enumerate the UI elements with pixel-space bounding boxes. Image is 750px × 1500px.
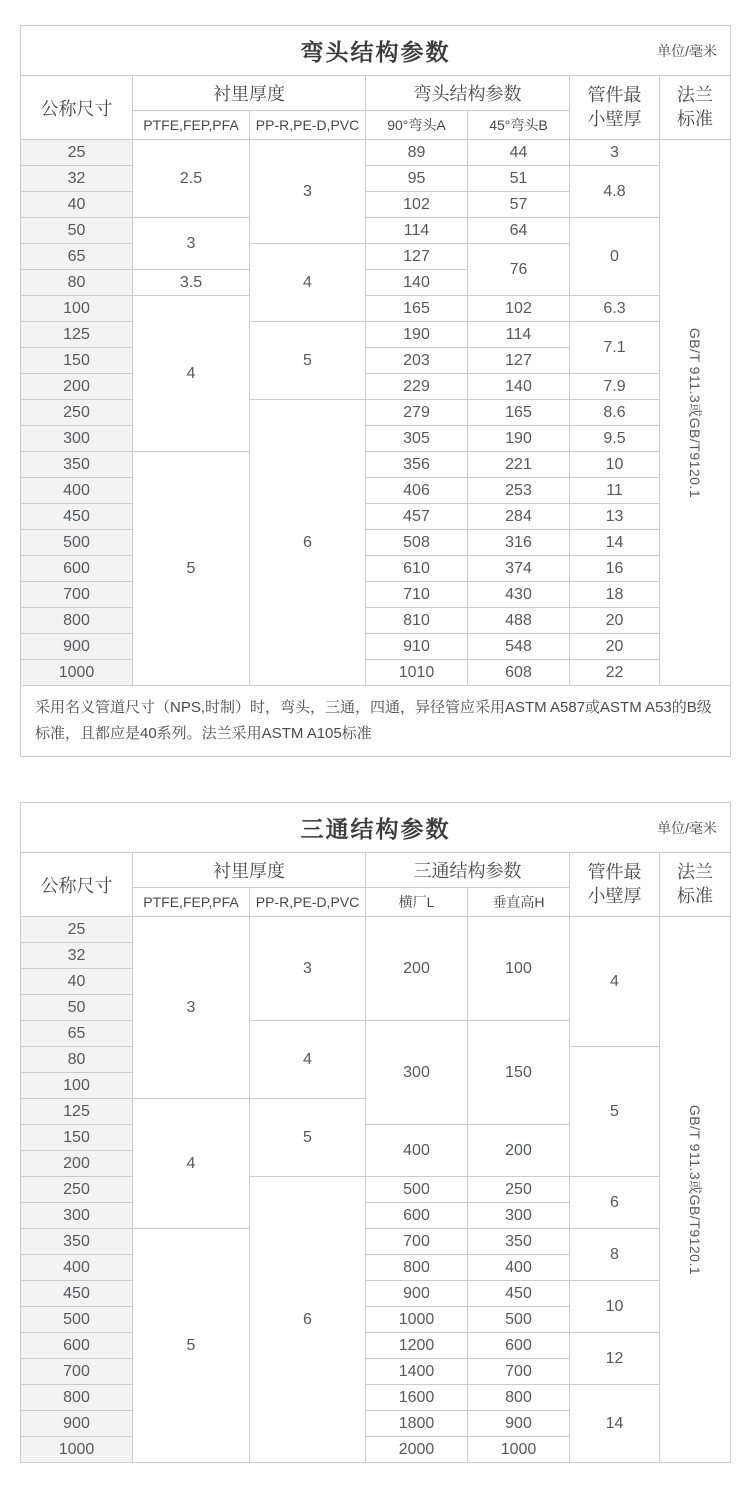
size-cell: 600 (21, 556, 133, 582)
size-cell: 100 (21, 296, 133, 322)
header-row-1 (21, 853, 731, 888)
ptfe-thickness-cell: 4 (133, 296, 250, 452)
header-param-b: 45°弯头B (468, 111, 570, 140)
param-a-cell: 400 (366, 1125, 468, 1177)
size-cell: 65 (21, 244, 133, 270)
size-cell: 600 (21, 1333, 133, 1359)
ppr-thickness-cell: 6 (250, 1177, 366, 1463)
param-a-cell: 1600 (366, 1385, 468, 1411)
header-flange-standard (660, 76, 731, 140)
header-lining-thickness: 衬里厚度 (133, 853, 366, 888)
param-a-cell: 710 (366, 582, 468, 608)
param-a-cell: 300 (366, 1021, 468, 1125)
ppr-thickness-cell: 4 (250, 244, 366, 322)
min-wall-cell: 3 (570, 140, 660, 166)
flange-standard-vertical-text: GB/T 911.3或GB/T9120.1 (687, 1104, 704, 1275)
title-row (21, 803, 731, 853)
param-b-cell: 608 (468, 660, 570, 686)
size-cell: 32 (21, 166, 133, 192)
min-wall-cell: 12 (570, 1333, 660, 1385)
size-cell: 900 (21, 634, 133, 660)
header-min-wall (570, 76, 660, 140)
param-a-cell: 1800 (366, 1411, 468, 1437)
header-param-a: 横厂L (366, 888, 468, 917)
param-a-cell: 165 (366, 296, 468, 322)
header-ptfe-material: PTFE,FEP,PFA (133, 111, 250, 140)
param-a-cell: 810 (366, 608, 468, 634)
header-param-a: 90°弯头A (366, 111, 468, 140)
size-cell: 50 (21, 218, 133, 244)
table-row (21, 322, 731, 348)
table-row (21, 1281, 731, 1307)
header-flange-standard (660, 853, 731, 917)
min-wall-cell: 7.1 (570, 322, 660, 374)
table-title: 弯头结构参数 (300, 39, 451, 65)
table-row (21, 1333, 731, 1359)
param-b-cell: 44 (468, 140, 570, 166)
table-row (21, 504, 731, 530)
param-b-cell: 76 (468, 244, 570, 296)
size-cell: 500 (21, 1307, 133, 1333)
ptfe-thickness-cell: 5 (133, 452, 250, 686)
table-row (21, 556, 731, 582)
unit-label: 单位/毫米 (657, 819, 718, 836)
header-min-wall-line2: 小壁厚 (587, 108, 642, 129)
param-a-cell: 1400 (366, 1359, 468, 1385)
ptfe-thickness-cell: 5 (133, 1229, 250, 1463)
table-row (21, 1177, 731, 1203)
table-row (21, 660, 731, 686)
table-title: 三通结构参数 (300, 816, 451, 842)
ppr-thickness-cell: 3 (250, 140, 366, 244)
param-a-cell: 600 (366, 1203, 468, 1229)
header-ppr-material: PP-R,PE-D,PVC (250, 111, 366, 140)
param-b-cell: 284 (468, 504, 570, 530)
param-b-cell: 140 (468, 374, 570, 400)
spacer (20, 757, 730, 802)
param-b-cell: 900 (468, 1411, 570, 1437)
note-row (21, 686, 731, 757)
size-cell: 150 (21, 348, 133, 374)
ppr-thickness-cell: 3 (250, 917, 366, 1021)
param-b-cell: 548 (468, 634, 570, 660)
size-cell: 350 (21, 1229, 133, 1255)
param-a-cell: 229 (366, 374, 468, 400)
tee-table-body (21, 917, 731, 1463)
min-wall-cell: 5 (570, 1047, 660, 1177)
param-a-cell: 127 (366, 244, 468, 270)
size-cell: 250 (21, 1177, 133, 1203)
header-flange-line2: 标准 (677, 885, 714, 906)
param-b-cell: 57 (468, 192, 570, 218)
min-wall-cell: 4 (570, 917, 660, 1047)
size-cell: 125 (21, 322, 133, 348)
size-cell: 800 (21, 608, 133, 634)
min-wall-cell: 8 (570, 1229, 660, 1281)
param-b-cell: 165 (468, 400, 570, 426)
tee-spec-table (20, 802, 731, 1463)
header-ptfe-material: PTFE,FEP,PFA (133, 888, 250, 917)
param-a-cell: 356 (366, 452, 468, 478)
param-a-cell: 1000 (366, 1307, 468, 1333)
size-cell: 500 (21, 530, 133, 556)
ptfe-thickness-cell: 4 (133, 1099, 250, 1229)
min-wall-cell: 6.3 (570, 296, 660, 322)
param-a-cell: 500 (366, 1177, 468, 1203)
size-cell: 250 (21, 400, 133, 426)
flange-standard-cell (660, 917, 731, 1463)
table-row (21, 1385, 731, 1411)
param-b-cell: 700 (468, 1359, 570, 1385)
flange-standard-vertical-text: GB/T 911.3或GB/T9120.1 (687, 327, 704, 498)
header-params-group: 弯头结构参数 (366, 76, 570, 111)
param-a-cell: 140 (366, 270, 468, 296)
elbow-table-body (21, 140, 731, 686)
param-a-cell: 700 (366, 1229, 468, 1255)
min-wall-cell: 16 (570, 556, 660, 582)
size-cell: 450 (21, 1281, 133, 1307)
param-a-cell: 95 (366, 166, 468, 192)
param-b-cell: 200 (468, 1125, 570, 1177)
param-a-cell: 508 (366, 530, 468, 556)
min-wall-cell: 0 (570, 218, 660, 296)
header-nominal-size: 公称尺寸 (21, 76, 133, 140)
size-cell: 65 (21, 1021, 133, 1047)
table-row (21, 634, 731, 660)
param-b-cell: 430 (468, 582, 570, 608)
header-row-1 (21, 76, 731, 111)
param-b-cell: 488 (468, 608, 570, 634)
flange-standard-cell (660, 140, 731, 686)
param-b-cell: 250 (468, 1177, 570, 1203)
size-cell: 400 (21, 478, 133, 504)
param-b-cell: 500 (468, 1307, 570, 1333)
table-row (21, 166, 731, 192)
ppr-thickness-cell: 5 (250, 1099, 366, 1177)
size-cell: 1000 (21, 1437, 133, 1463)
elbow-spec-table (20, 25, 731, 757)
header-min-wall-line2: 小壁厚 (587, 885, 642, 906)
size-cell: 80 (21, 270, 133, 296)
size-cell: 100 (21, 1073, 133, 1099)
table-row (21, 140, 731, 166)
size-cell: 32 (21, 943, 133, 969)
param-b-cell: 64 (468, 218, 570, 244)
table-row (21, 608, 731, 634)
param-b-cell: 1000 (468, 1437, 570, 1463)
header-flange-line1: 法兰 (677, 862, 714, 883)
param-a-cell: 200 (366, 917, 468, 1021)
table-row (21, 218, 731, 244)
param-a-cell: 89 (366, 140, 468, 166)
param-a-cell: 457 (366, 504, 468, 530)
min-wall-cell: 20 (570, 634, 660, 660)
param-a-cell: 900 (366, 1281, 468, 1307)
param-a-cell: 102 (366, 192, 468, 218)
param-b-cell: 600 (468, 1333, 570, 1359)
min-wall-cell: 7.9 (570, 374, 660, 400)
unit-label: 单位/毫米 (657, 42, 718, 59)
size-cell: 300 (21, 1203, 133, 1229)
min-wall-cell: 4.8 (570, 166, 660, 218)
header-min-wall (570, 853, 660, 917)
table-row (21, 917, 731, 943)
table-note: 采用名义管道尺寸（NPS,时制）时，弯头，三通，四通，异径管应采用ASTM A587或ASTM A53的B级标准，且都应是40系列。法兰采用ASTM A105标准 (21, 686, 731, 757)
min-wall-cell: 14 (570, 530, 660, 556)
param-a-cell: 910 (366, 634, 468, 660)
param-a-cell: 203 (366, 348, 468, 374)
table-row (21, 426, 731, 452)
param-a-cell: 1010 (366, 660, 468, 686)
size-cell: 200 (21, 374, 133, 400)
param-b-cell: 190 (468, 426, 570, 452)
min-wall-cell: 9.5 (570, 426, 660, 452)
param-b-cell: 114 (468, 322, 570, 348)
param-a-cell: 114 (366, 218, 468, 244)
min-wall-cell: 22 (570, 660, 660, 686)
param-b-cell: 51 (468, 166, 570, 192)
table-row (21, 374, 731, 400)
title-row (21, 26, 731, 76)
table-row (21, 400, 731, 426)
size-cell: 700 (21, 582, 133, 608)
size-cell: 800 (21, 1385, 133, 1411)
size-cell: 300 (21, 426, 133, 452)
min-wall-cell: 11 (570, 478, 660, 504)
size-cell: 200 (21, 1151, 133, 1177)
table-row (21, 478, 731, 504)
ppr-thickness-cell: 4 (250, 1021, 366, 1099)
size-cell: 40 (21, 969, 133, 995)
table-row (21, 452, 731, 478)
header-lining-thickness: 衬里厚度 (133, 76, 366, 111)
min-wall-cell: 18 (570, 582, 660, 608)
table-row (21, 1229, 731, 1255)
param-b-cell: 316 (468, 530, 570, 556)
size-cell: 40 (21, 192, 133, 218)
table-row (21, 296, 731, 322)
ppr-thickness-cell: 6 (250, 400, 366, 686)
param-b-cell: 300 (468, 1203, 570, 1229)
param-a-cell: 610 (366, 556, 468, 582)
param-a-cell: 1200 (366, 1333, 468, 1359)
size-cell: 700 (21, 1359, 133, 1385)
size-cell: 50 (21, 995, 133, 1021)
size-cell: 80 (21, 1047, 133, 1073)
header-nominal-size: 公称尺寸 (21, 853, 133, 917)
size-cell: 350 (21, 452, 133, 478)
param-b-cell: 100 (468, 917, 570, 1021)
header-ppr-material: PP-R,PE-D,PVC (250, 888, 366, 917)
header-flange-line2: 标准 (677, 108, 714, 129)
size-cell: 900 (21, 1411, 133, 1437)
size-cell: 25 (21, 917, 133, 943)
table-row (21, 530, 731, 556)
param-b-cell: 450 (468, 1281, 570, 1307)
size-cell: 400 (21, 1255, 133, 1281)
param-b-cell: 127 (468, 348, 570, 374)
param-b-cell: 350 (468, 1229, 570, 1255)
size-cell: 150 (21, 1125, 133, 1151)
ptfe-thickness-cell: 3 (133, 218, 250, 270)
param-a-cell: 800 (366, 1255, 468, 1281)
param-b-cell: 221 (468, 452, 570, 478)
min-wall-cell: 10 (570, 1281, 660, 1333)
header-min-wall-line1: 管件最 (587, 85, 642, 106)
min-wall-cell: 13 (570, 504, 660, 530)
param-a-cell: 279 (366, 400, 468, 426)
min-wall-cell: 8.6 (570, 400, 660, 426)
ptfe-thickness-cell: 2.5 (133, 140, 250, 218)
param-b-cell: 150 (468, 1021, 570, 1125)
table-row (21, 582, 731, 608)
header-param-b: 垂直高H (468, 888, 570, 917)
ptfe-thickness-cell: 3.5 (133, 270, 250, 296)
min-wall-cell: 14 (570, 1385, 660, 1463)
ppr-thickness-cell: 5 (250, 322, 366, 400)
param-b-cell: 800 (468, 1385, 570, 1411)
header-flange-line1: 法兰 (677, 85, 714, 106)
param-b-cell: 374 (468, 556, 570, 582)
min-wall-cell: 6 (570, 1177, 660, 1229)
param-b-cell: 253 (468, 478, 570, 504)
size-cell: 25 (21, 140, 133, 166)
param-a-cell: 406 (366, 478, 468, 504)
header-min-wall-line1: 管件最 (587, 862, 642, 883)
param-a-cell: 305 (366, 426, 468, 452)
ptfe-thickness-cell: 3 (133, 917, 250, 1099)
param-b-cell: 400 (468, 1255, 570, 1281)
param-a-cell: 2000 (366, 1437, 468, 1463)
size-cell: 450 (21, 504, 133, 530)
min-wall-cell: 20 (570, 608, 660, 634)
min-wall-cell: 10 (570, 452, 660, 478)
size-cell: 125 (21, 1099, 133, 1125)
param-a-cell: 190 (366, 322, 468, 348)
header-params-group: 三通结构参数 (366, 853, 570, 888)
size-cell: 1000 (21, 660, 133, 686)
param-b-cell: 102 (468, 296, 570, 322)
